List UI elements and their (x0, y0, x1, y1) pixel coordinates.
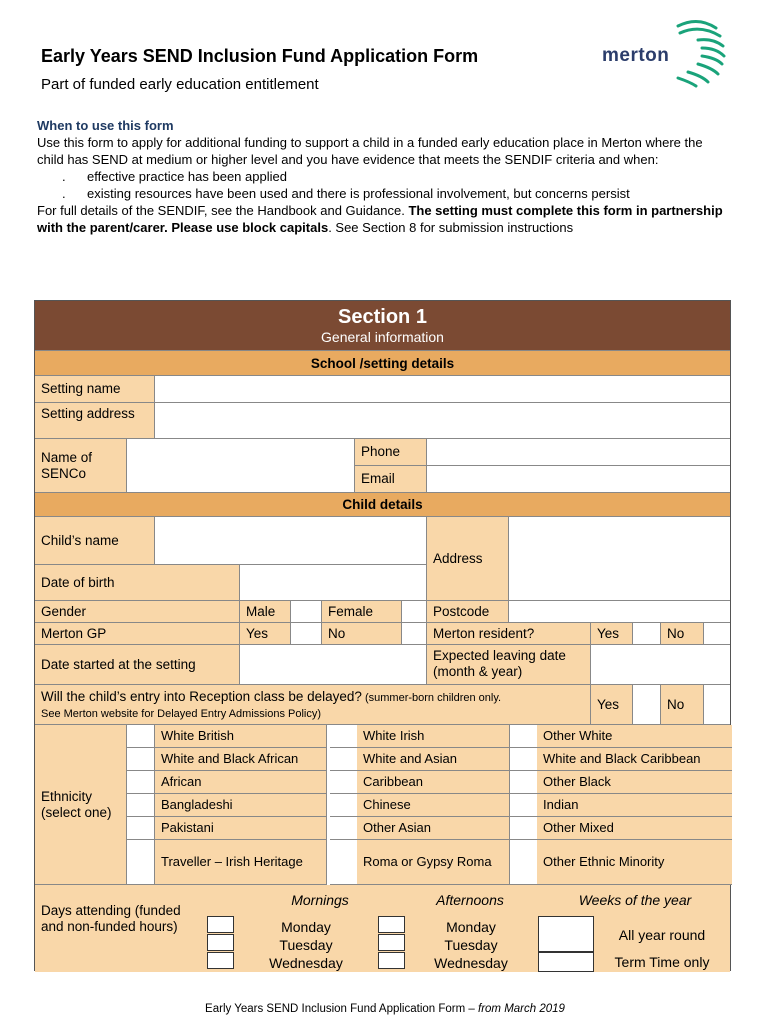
criteria-item: . existing resources have been used and there is professional involvement, but concerns persist (87, 185, 727, 202)
mornings-header: Mornings (291, 892, 349, 908)
ethnicity-option: Caribbean (357, 771, 510, 794)
ethnicity-option: White Irish (357, 725, 510, 748)
ethnicity-checkbox[interactable] (127, 817, 155, 840)
section-header (35, 301, 730, 351)
footer-text: Early Years SEND Inclusion Fund Application Form – (205, 1003, 478, 1015)
setting-name-label: Setting name (35, 376, 155, 403)
wednesday-morning-checkbox[interactable] (207, 952, 234, 969)
reception-question-text: Will the child’s entry into Reception class be delayed? (41, 689, 362, 704)
logo-text: merton (602, 45, 670, 66)
ethnicity-option: African (155, 771, 327, 794)
resident-yes-checkbox[interactable] (633, 623, 661, 645)
ethnicity-option: Other White (537, 725, 732, 748)
merton-logo (600, 18, 728, 88)
reception-no-label: No (661, 685, 704, 725)
form-subtitle: Part of funded early education entitlement (41, 76, 319, 93)
male-label: Male (240, 601, 291, 623)
gp-label: Merton GP (35, 623, 240, 645)
swirl-icon (668, 18, 728, 88)
tuesday-morning-checkbox[interactable] (207, 934, 234, 951)
all-year-label: All year round (618, 927, 706, 943)
ethnicity-checkbox[interactable] (510, 725, 538, 748)
ethnicity-checkbox[interactable] (330, 794, 358, 817)
term-time-checkbox[interactable] (538, 952, 594, 972)
phone-label: Phone (355, 439, 427, 466)
ethnicity-checkbox[interactable] (510, 794, 538, 817)
intro-para2-start: For full details of the SENDIF, see the Handbook and Guidance. (37, 203, 409, 218)
morning-days (260, 918, 352, 972)
school-header: School /setting details (35, 351, 730, 376)
intro-para2-end: . See Section 8 for submission instructions (328, 220, 574, 235)
gp-yes-checkbox[interactable] (291, 623, 322, 645)
wednesday-afternoon-checkbox[interactable] (378, 952, 405, 969)
intro-heading: When to use this form (37, 118, 174, 133)
female-label: Female (322, 601, 402, 623)
ethnicity-option: Other Black (537, 771, 732, 794)
reception-yes-label: Yes (591, 685, 633, 725)
address-label: Address (427, 517, 509, 601)
page-footer (0, 1003, 770, 1015)
reception-note2: See Merton website for Delayed Entry Admissions Policy) (41, 708, 322, 720)
ethnicity-checkbox[interactable] (127, 840, 155, 885)
ethnicity-option: Chinese (357, 794, 510, 817)
ethnicity-option: Other Asian (357, 817, 510, 840)
ethnicity-option: White British (155, 725, 327, 748)
intro-para1: Use this form to apply for additional funding to support a child in a funded early education place in Merton where the child has SEND at medium or higher level and you have evidence that meets the SENDIF criteria and when: (37, 135, 703, 167)
wednesday-label: Wednesday (434, 955, 508, 971)
gp-yes-label: Yes (240, 623, 291, 645)
postcode-input[interactable] (509, 601, 730, 623)
criteria-list (37, 168, 727, 202)
email-input[interactable] (427, 466, 730, 493)
ethnicity-option: Other Ethnic Minority (537, 840, 732, 885)
ethnicity-option: Indian (537, 794, 732, 817)
intro-para2 (37, 202, 727, 236)
senco-label: Name of SENCo (35, 439, 127, 493)
date-started-label: Date started at the setting (35, 645, 240, 685)
dob-input[interactable] (240, 565, 427, 601)
section-title: Section 1 (338, 306, 427, 328)
ethnicity-checkbox[interactable] (510, 840, 538, 885)
ethnicity-option: White and Black African (155, 748, 327, 771)
ethnicity-checkbox[interactable] (127, 771, 155, 794)
email-label: Email (355, 466, 427, 493)
setting-address-input[interactable] (155, 403, 730, 439)
male-checkbox[interactable] (291, 601, 322, 623)
dob-label: Date of birth (35, 565, 240, 601)
ethnicity-option: Pakistani (155, 817, 327, 840)
ethnicity-checkbox[interactable] (330, 817, 358, 840)
term-time-label: Term Time only (614, 954, 710, 970)
monday-label: Monday (281, 919, 331, 935)
postcode-label: Postcode (427, 601, 509, 623)
ethnicity-option: Other Mixed (537, 817, 732, 840)
ethnicity-checkbox[interactable] (127, 794, 155, 817)
reception-no-checkbox[interactable] (704, 685, 730, 725)
child-header: Child details (35, 493, 730, 517)
resident-yes-label: Yes (591, 623, 633, 645)
expected-leaving-input[interactable] (591, 645, 730, 685)
ethnicity-checkbox[interactable] (510, 771, 538, 794)
monday-label: Monday (446, 919, 496, 935)
days-label: Days attending (funded and non-funded hours) (41, 903, 181, 934)
weeks-header: Weeks of the year (578, 892, 692, 908)
ethnicity-option: Traveller – Irish Heritage (155, 840, 327, 885)
ethnicity-checkbox[interactable] (330, 771, 358, 794)
form-title: Early Years SEND Inclusion Fund Application Form (41, 46, 479, 66)
afternoon-days (425, 918, 517, 972)
intro-block (37, 117, 727, 236)
tuesday-label: Tuesday (444, 937, 498, 953)
phone-input[interactable] (427, 439, 730, 466)
ethnicity-option: Bangladeshi (155, 794, 327, 817)
section-subtitle: General information (321, 329, 444, 345)
section1-form (34, 300, 731, 971)
ethnicity-checkbox[interactable] (330, 840, 358, 885)
ethnicity-option: Roma or Gypsy Roma (357, 840, 510, 885)
resident-no-label: No (661, 623, 704, 645)
child-name-input[interactable] (155, 517, 427, 565)
ethnicity-checkbox[interactable] (510, 817, 538, 840)
ethnicity-checkbox[interactable] (330, 748, 358, 771)
resident-label: Merton resident? (427, 623, 591, 645)
tuesday-afternoon-checkbox[interactable] (378, 934, 405, 951)
wednesday-label: Wednesday (269, 955, 343, 971)
ethnicity-label: Ethnicity (select one) (35, 725, 127, 885)
reception-question (35, 685, 591, 725)
ethnicity-option: White and Asian (357, 748, 510, 771)
reception-note1: (summer-born children only. (361, 692, 502, 704)
ethnicity-checkbox[interactable] (127, 725, 155, 748)
date-started-input[interactable] (240, 645, 427, 685)
criteria-item: . effective practice has been applied (87, 168, 727, 185)
ethnicity-option: White and Black Caribbean (537, 748, 732, 771)
setting-name-input[interactable] (155, 376, 730, 403)
tuesday-label: Tuesday (279, 937, 333, 953)
ethnicity-checkbox[interactable] (330, 725, 358, 748)
reception-yes-checkbox[interactable] (633, 685, 661, 725)
gp-no-label: No (322, 623, 402, 645)
senco-input[interactable] (127, 439, 355, 493)
resident-no-checkbox[interactable] (704, 623, 730, 645)
ethnicity-checkbox[interactable] (510, 748, 538, 771)
address-input[interactable] (509, 517, 730, 601)
afternoons-header: Afternoons (436, 892, 504, 908)
intro-para2-bold: The setting must complete this form in partnership with the parent/carer. Please use block capitals (37, 203, 723, 235)
female-checkbox[interactable] (402, 601, 427, 623)
gp-no-checkbox[interactable] (402, 623, 427, 645)
setting-address-label: Setting address (35, 403, 155, 439)
all-year-checkbox[interactable] (538, 916, 594, 952)
child-name-label: Child’s name (35, 517, 155, 565)
gender-label: Gender (35, 601, 240, 623)
monday-morning-checkbox[interactable] (207, 916, 234, 933)
footer-date: from March 2019 (478, 1003, 565, 1015)
expected-leaving-label: Expected leaving date (month & year) (427, 645, 591, 685)
monday-afternoon-checkbox[interactable] (378, 916, 405, 933)
ethnicity-checkbox[interactable] (127, 748, 155, 771)
